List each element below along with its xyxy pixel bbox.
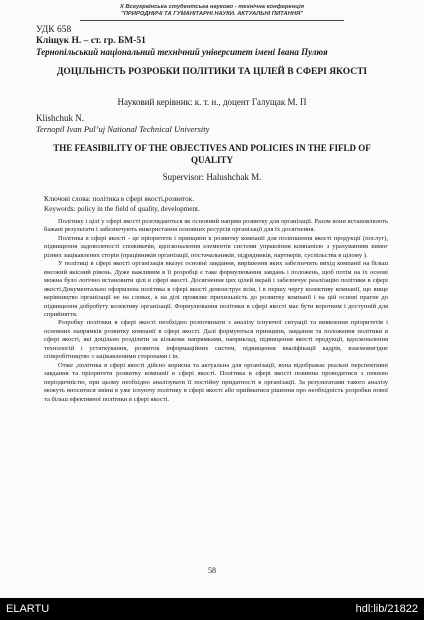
body-text bbox=[44, 218, 388, 404]
handle-link[interactable]: hdl:lib/21822 bbox=[355, 603, 418, 615]
page-number: 58 bbox=[208, 566, 216, 575]
title-english: THE FEASIBILITY OF THE OBJECTIVES AND POLICIES IN THE FIFLD OF QUALITY bbox=[53, 143, 371, 165]
supervisor-ukrainian: Науковий керівник: к. т. н., доцент Галущак М. П bbox=[117, 97, 307, 107]
author-english: Klishchuk N. bbox=[36, 113, 84, 123]
paragraph: Політика в сфері якості - це пріоритети і принципи в розвитку компанії для поліпшення якості продукції (послуг), підвищення задоволеності споживачів, вдосконалення елементів системи управління компанією з урахуванням вимог різних зацікавлених сторін (працівників організації, постачальників, підрядників, партнерів, суспільства в цілому ). bbox=[44, 234, 388, 259]
paragraph: Політику і цілі у сфері якості розглядаються як основний напрям розвитку для організації. Разом вони встановлюють бажані результати і забезпечують використання основних ресурсів організації для їх досягнення. bbox=[44, 218, 388, 234]
repository-name: ELARTU bbox=[6, 603, 50, 615]
affiliation: Тернопільський національний технічний університет імені Івана Пулюя bbox=[36, 47, 328, 57]
authors: Кліщук Н. – ст. гр. БМ-51 bbox=[36, 36, 146, 46]
paragraph: Розробку політики в сфері якості необхідно розпочинати з аналізу існуючої ситуації та виявлення пріоритетів і основних напрямків розвитку компанії в сфері якості. Далі формуються принципи, завдання та положення політики в сфері якості, які доцільно розділити за кількома напрямками, наприклад, підвищення якості продукції, вдосконалення технологій і устаткування, розвиток інформаційних систем, підвищення кваліфікації кадрів, взаємовигідне співробітництво з зацікавленими сторонами і ін. bbox=[44, 319, 388, 361]
conference-line-2: "ПРИРОДНИЧІ ТА ГУМАНІТАРНІ НАУКИ. АКТУАЛЬНІ ПИТАННЯ" bbox=[121, 11, 303, 17]
supervisor-english: Supervisor: Halushchak M. bbox=[162, 172, 262, 182]
udk-code: УДК 658 bbox=[36, 25, 72, 35]
paragraph: У політиці в сфері якості організація вказує основні завдання, вирішення яких забезпечить вихід компанії на більш високий якісний рівень. Дуже важливим в її розробці є таке формулювання завдань і положень, щоб потім на їх основі можна було логічно встановити цілі в сфері якості. Досягнення цих цілей вкрай і забезпечує реалізацію політики в сфері якості.Документально оформлена політика в сфері якості демонструє всім, і в першу чергу колективу компанії, що вище керівництво організації не на словах, а на ділі проявляє прихильність до розвитку компанії і на цій основі прагне до підвищення добробуту колективу організації. Формулювання політики в сфері якості має бути коротким і доступній для сприйняття. bbox=[44, 260, 388, 318]
conference-header bbox=[0, 4, 424, 18]
conference-line-1: X Всеукраїнська студентська науково - технічна конференція bbox=[120, 4, 304, 10]
keywords-english: Keywords: policy in the field of quality, development. bbox=[44, 204, 200, 213]
paragraph: Отже ,політика в сфері якості дійсно корисна та актуальна для організації, вона відображає реальні перспективні завдання та пріоритети розвитку компанії в сфері якості. Політика в сфері якості повинна проводитися з певною періодичністю, при цьому необхідно аналізувати її постійну придатності в організації. За результатами такого аналізу можуть вноситися зміни в уже існуючу політику в сфері якості або прийматися рішення про необхідність розробки нової та більш ефективної політики в сфері якості. bbox=[44, 361, 388, 403]
keywords-block bbox=[44, 195, 388, 214]
header-rule bbox=[80, 20, 344, 21]
repository-footer bbox=[0, 598, 424, 620]
title-ukrainian: ДОЦІЛЬНІСТЬ РОЗРОБКИ ПОЛІТИКИ ТА ЦІЛЕЙ В СФЕРІ ЯКОСТІ bbox=[56, 67, 368, 77]
affiliation-english: Ternopil Ivan Pul’uj National Technical University bbox=[36, 124, 210, 134]
keywords-ukrainian: Ключові слова: політика в сфері якості,розвиток. bbox=[44, 195, 195, 203]
